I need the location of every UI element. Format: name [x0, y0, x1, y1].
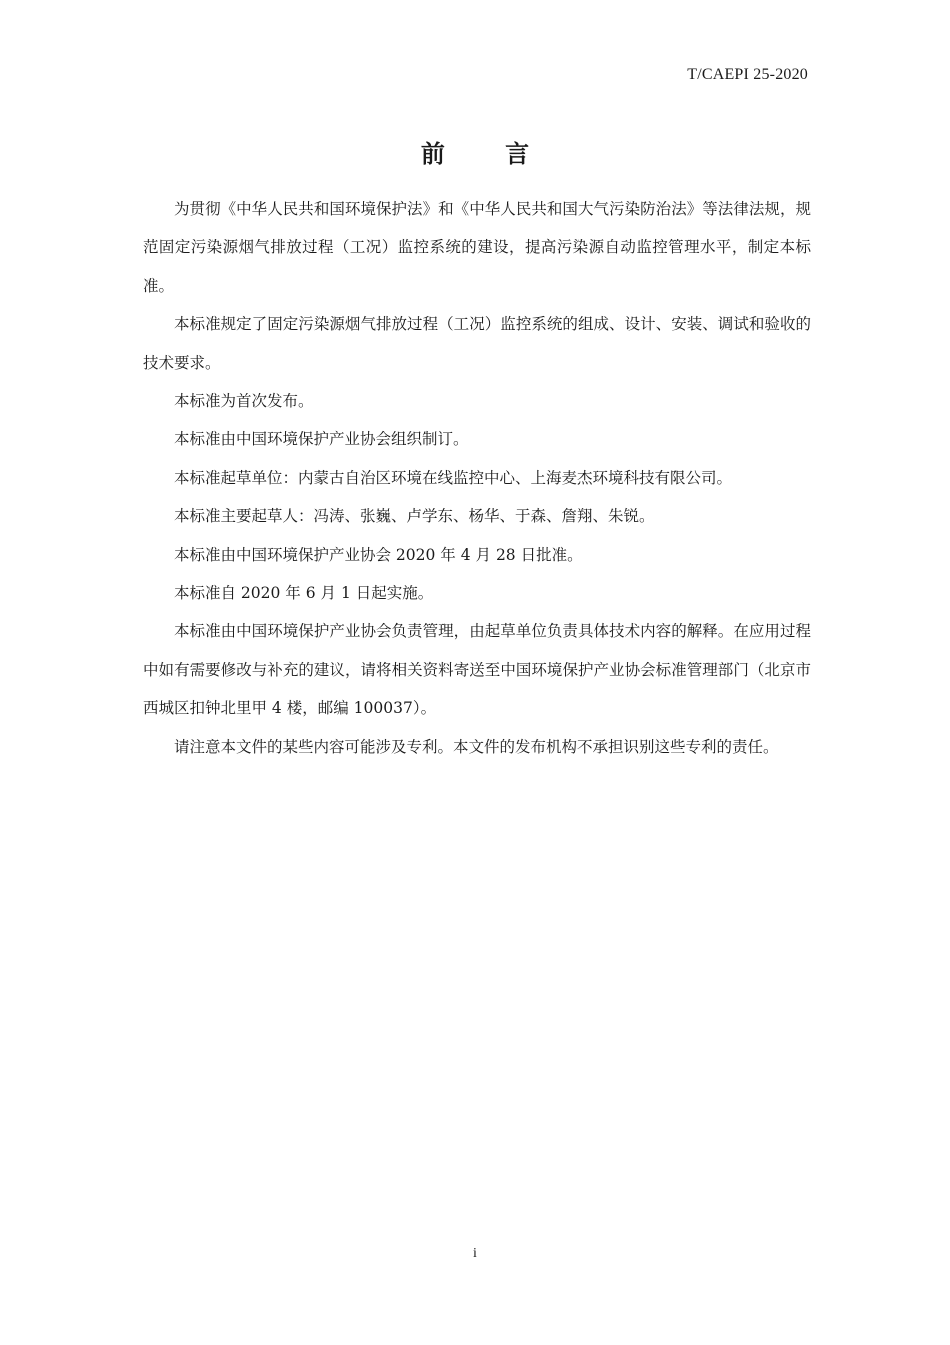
paragraph-organizer: 本标准由中国环境保护产业协会组织制订。	[174, 430, 469, 449]
paragraph-purpose: 为贯彻《中华人民共和国环境保护法》和《中华人民共和国大气污染防治法》等法律法规，规范固定污染源烟气排放过程（工况）监控系统的建设，提高污染源自动监控管理水平，制定本标准。	[143, 200, 811, 295]
preface-body	[143, 190, 811, 766]
paragraph-approval-date: 本标准由中国环境保护产业协会 2020 年 4 月 28 日批准。	[174, 545, 583, 564]
paragraph-effective-date: 本标准自 2020 年 6 月 1 日起实施。	[174, 584, 434, 603]
page-title: 前 言	[420, 139, 556, 168]
paragraph-drafters: 本标准主要起草人：冯涛、张巍、卢学东、杨华、于森、詹翔、朱锐。	[174, 507, 655, 526]
paragraph-management: 本标准由中国环境保护产业协会负责管理，由起草单位负责具体技术内容的解释。在应用过程中如有需要修改与补充的建议，请将相关资料寄送至中国环境保护产业协会标准管理部门（北京市西城区扣钟北里甲 4 楼，邮编 100037）。	[143, 622, 811, 718]
paragraph-drafting-units: 本标准起草单位：内蒙古自治区环境在线监控中心、上海麦杰环境科技有限公司。	[174, 468, 733, 487]
paragraph-patent-notice: 请注意本文件的某些内容可能涉及专利。本文件的发布机构不承担识别这些专利的责任。	[174, 737, 779, 756]
standard-number: T/CAEPI 25-2020	[687, 66, 808, 83]
page-number: i	[473, 1246, 477, 1261]
paragraph-first-release: 本标准为首次发布。	[174, 392, 314, 411]
paragraph-scope: 本标准规定了固定污染源烟气排放过程（工况）监控系统的组成、设计、安装、调试和验收的技术要求。	[143, 315, 811, 372]
